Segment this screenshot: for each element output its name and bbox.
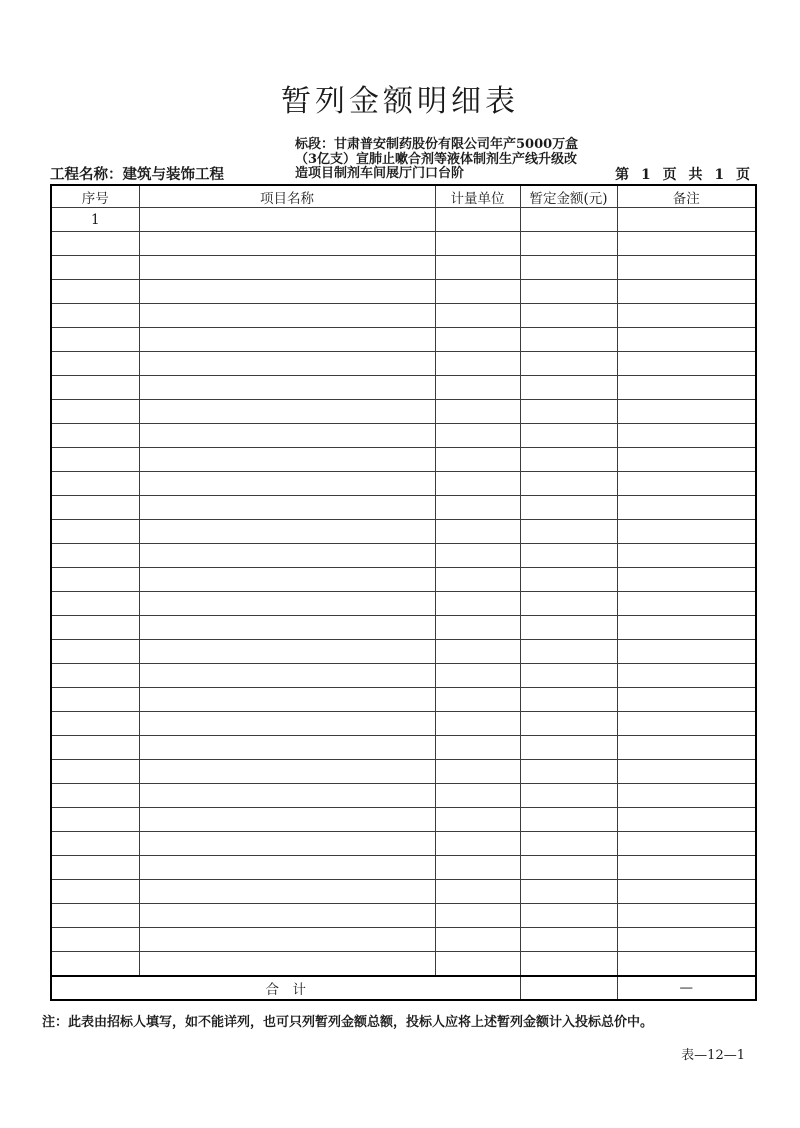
table-cell — [51, 952, 139, 977]
table-cell — [617, 208, 756, 232]
table-cell — [520, 208, 617, 232]
table-cell — [520, 928, 617, 952]
table-row — [51, 928, 756, 952]
table-row — [51, 952, 756, 977]
table-cell — [617, 952, 756, 977]
table-cell — [617, 520, 756, 544]
table-cell — [617, 712, 756, 736]
table-cell — [617, 880, 756, 904]
table-cell — [617, 592, 756, 616]
table-cell — [617, 808, 756, 832]
table-cell — [51, 712, 139, 736]
project-name-label: 工程名称： — [50, 166, 123, 183]
table-cell — [520, 544, 617, 568]
table-row — [51, 832, 756, 856]
table-row — [51, 688, 756, 712]
table-cell — [617, 328, 756, 352]
table-cell — [520, 328, 617, 352]
table-cell — [435, 904, 520, 928]
table-cell — [617, 376, 756, 400]
table-row — [51, 808, 756, 832]
table-cell — [139, 640, 435, 664]
table-row — [51, 376, 756, 400]
table-cell — [520, 952, 617, 977]
table-cell — [520, 448, 617, 472]
table-cell — [617, 496, 756, 520]
table-row — [51, 352, 756, 376]
table-cell — [139, 664, 435, 688]
table-cell — [617, 784, 756, 808]
project-name-value: 建筑与装饰工程 — [122, 166, 224, 183]
table-cell — [139, 736, 435, 760]
table-cell — [51, 688, 139, 712]
table-cell — [435, 664, 520, 688]
table-cell — [435, 928, 520, 952]
table-cell — [435, 544, 520, 568]
table-cell — [520, 904, 617, 928]
table-row — [51, 472, 756, 496]
table-cell — [435, 376, 520, 400]
table-cell — [51, 664, 139, 688]
table-cell — [617, 568, 756, 592]
table-cell — [51, 424, 139, 448]
bid-section-block — [295, 138, 615, 182]
table-cell — [435, 520, 520, 544]
table-cell — [435, 856, 520, 880]
table-cell — [139, 304, 435, 328]
table-row — [51, 496, 756, 520]
table-cell — [435, 208, 520, 232]
bid-section-line-3: 造项目制剂车间展厅门口台阶 — [295, 166, 465, 181]
table-cell — [435, 832, 520, 856]
footer-note: 注：此表由招标人填写，如不能详列，也可只列暂列金额总额，投标人应将上述暂列金额计入投标总价中。 — [42, 1015, 654, 1030]
table-row — [51, 328, 756, 352]
table-cell — [520, 616, 617, 640]
table-cell — [520, 352, 617, 376]
table-cell — [617, 280, 756, 304]
table-cell — [435, 760, 520, 784]
table-row — [51, 592, 756, 616]
table-cell — [435, 328, 520, 352]
pagination: 第 1 页 共 1 页 — [615, 167, 750, 183]
table-cell — [51, 544, 139, 568]
table-cell — [139, 256, 435, 280]
table-row — [51, 280, 756, 304]
table-cell — [617, 472, 756, 496]
table-cell — [617, 760, 756, 784]
table-cell — [617, 400, 756, 424]
table-row — [51, 400, 756, 424]
table-row — [51, 520, 756, 544]
table-cell — [520, 232, 617, 256]
bid-section-line-2: （3亿支）宣肺止嗽合剂等液体制剂生产线升级改 — [295, 151, 578, 167]
table-cell — [51, 280, 139, 304]
table-row — [51, 568, 756, 592]
table-cell — [435, 640, 520, 664]
table-cell — [617, 304, 756, 328]
table-cell — [520, 640, 617, 664]
table-row — [51, 880, 756, 904]
table-cell — [51, 784, 139, 808]
table-cell — [435, 424, 520, 448]
table-cell — [139, 544, 435, 568]
table-cell — [139, 496, 435, 520]
bid-section-line-1: 标段：甘肃普安制药股份有限公司年产5000万盒 — [295, 137, 579, 152]
table-cell — [520, 592, 617, 616]
table-cell — [435, 568, 520, 592]
table-cell — [139, 856, 435, 880]
table-cell — [435, 496, 520, 520]
table-cell — [435, 808, 520, 832]
column-header-item-name: 项目名称 — [139, 185, 435, 208]
table-cell: 1 — [51, 208, 139, 232]
table-row — [51, 760, 756, 784]
table-cell — [520, 256, 617, 280]
table-cell — [435, 400, 520, 424]
table-cell — [51, 328, 139, 352]
table-cell — [520, 688, 617, 712]
table-row — [51, 736, 756, 760]
table-cell — [51, 640, 139, 664]
table-cell — [435, 736, 520, 760]
table-cell — [51, 400, 139, 424]
table-cell — [139, 232, 435, 256]
table-cell — [435, 256, 520, 280]
table-cell — [435, 712, 520, 736]
table-cell — [51, 856, 139, 880]
table-cell — [139, 616, 435, 640]
column-header-seq: 序号 — [51, 185, 139, 208]
table-row — [51, 664, 756, 688]
page-title: 暂列金额明细表 — [281, 84, 519, 119]
table-cell — [617, 832, 756, 856]
table-cell — [617, 232, 756, 256]
table-cell — [51, 592, 139, 616]
table-row — [51, 544, 756, 568]
total-row — [51, 976, 756, 1000]
table-cell — [520, 376, 617, 400]
table-row — [51, 784, 756, 808]
column-header-provisional-amount: 暂定金额(元) — [520, 185, 617, 208]
table-cell — [520, 568, 617, 592]
table-cell — [51, 832, 139, 856]
table-cell — [435, 472, 520, 496]
table-row — [51, 904, 756, 928]
table-cell — [435, 448, 520, 472]
table-cell — [51, 760, 139, 784]
provisional-amount-table — [50, 184, 757, 1001]
table-row — [51, 616, 756, 640]
table-cell — [139, 904, 435, 928]
table-cell — [617, 664, 756, 688]
table-cell — [520, 808, 617, 832]
table-cell — [520, 664, 617, 688]
table-cell — [617, 256, 756, 280]
table-row — [51, 208, 756, 232]
table-cell — [520, 400, 617, 424]
table-cell — [520, 856, 617, 880]
table-cell — [51, 472, 139, 496]
table-footer — [51, 976, 756, 1000]
table-cell — [520, 784, 617, 808]
table-row — [51, 712, 756, 736]
table-cell — [617, 928, 756, 952]
table-cell — [617, 856, 756, 880]
total-remark-cell: — — [617, 976, 756, 1000]
table-cell — [617, 448, 756, 472]
total-label: 合 计 — [51, 976, 520, 1000]
table-row — [51, 856, 756, 880]
table-cell — [520, 712, 617, 736]
table-cell — [139, 568, 435, 592]
table-cell — [139, 328, 435, 352]
table-cell — [520, 832, 617, 856]
table-cell — [139, 376, 435, 400]
table-cell — [51, 496, 139, 520]
table-cell — [435, 952, 520, 977]
table-cell — [51, 256, 139, 280]
table-cell — [617, 352, 756, 376]
table-row — [51, 304, 756, 328]
table-cell — [520, 880, 617, 904]
table-cell — [139, 520, 435, 544]
table-cell — [435, 592, 520, 616]
table-cell — [51, 736, 139, 760]
table-cell — [520, 280, 617, 304]
table-cell — [51, 376, 139, 400]
form-number: 表—12—1 — [681, 1048, 745, 1063]
table-cell — [617, 736, 756, 760]
table-cell — [51, 304, 139, 328]
table-cell — [435, 280, 520, 304]
table-cell — [139, 880, 435, 904]
table-cell — [139, 280, 435, 304]
table-cell — [51, 928, 139, 952]
table-cell — [617, 640, 756, 664]
table-cell — [617, 544, 756, 568]
table-cell — [139, 688, 435, 712]
table-cell — [520, 304, 617, 328]
table-cell — [139, 424, 435, 448]
table-cell — [51, 520, 139, 544]
table-cell — [139, 712, 435, 736]
table-cell — [51, 880, 139, 904]
table-cell — [617, 424, 756, 448]
project-name-line — [50, 163, 224, 184]
table-cell — [51, 904, 139, 928]
table-cell — [435, 232, 520, 256]
table-row — [51, 232, 756, 256]
table-cell — [139, 448, 435, 472]
table-cell — [435, 880, 520, 904]
table-cell — [139, 592, 435, 616]
table-cell — [435, 616, 520, 640]
table-cell — [617, 904, 756, 928]
table-cell — [51, 448, 139, 472]
table-cell — [139, 400, 435, 424]
total-amount-cell — [520, 976, 617, 1000]
table-cell — [520, 520, 617, 544]
table-cell — [520, 424, 617, 448]
table-cell — [51, 616, 139, 640]
table-cell — [139, 808, 435, 832]
table-cell — [435, 304, 520, 328]
table-cell — [139, 832, 435, 856]
table-row — [51, 424, 756, 448]
table-cell — [139, 760, 435, 784]
table-cell — [520, 496, 617, 520]
table-cell — [520, 736, 617, 760]
table-cell — [435, 352, 520, 376]
table-cell — [520, 472, 617, 496]
table-cell — [520, 760, 617, 784]
table-cell — [139, 928, 435, 952]
table-cell — [139, 784, 435, 808]
table-cell — [435, 784, 520, 808]
column-header-remarks: 备注 — [617, 185, 756, 208]
table-cell — [51, 352, 139, 376]
table-cell — [139, 208, 435, 232]
column-header-unit: 计量单位 — [435, 185, 520, 208]
table-header-row — [51, 185, 756, 208]
table-body — [51, 208, 756, 977]
table-row — [51, 256, 756, 280]
table-header — [51, 185, 756, 208]
table-cell — [51, 808, 139, 832]
table-cell — [617, 616, 756, 640]
table-cell — [617, 688, 756, 712]
table-row — [51, 640, 756, 664]
table-cell — [139, 352, 435, 376]
table-cell — [139, 472, 435, 496]
table-cell — [51, 568, 139, 592]
table-cell — [435, 688, 520, 712]
table-row — [51, 448, 756, 472]
table-cell — [139, 952, 435, 977]
table-cell — [51, 232, 139, 256]
